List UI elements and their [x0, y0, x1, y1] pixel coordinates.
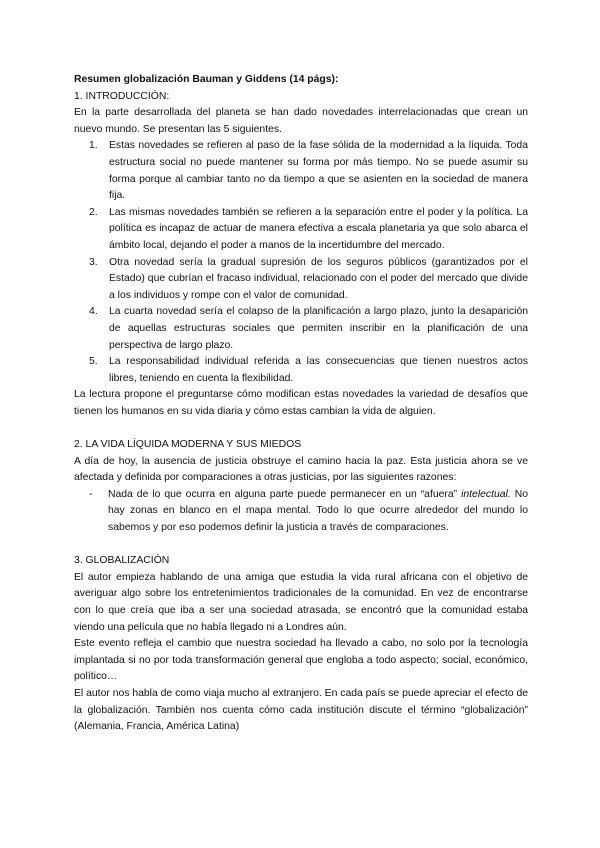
- section-spacer: [74, 537, 528, 554]
- section-closing-paragraph: La lectura propone el preguntarse cómo modifican estas novedades la variedad de desafíos que tienen los humanos en su vida diaria y cómo estas cambian la vida de alguien.: [74, 389, 528, 417]
- list-item-number: 5.: [89, 356, 98, 368]
- body-paragraph: El autor empieza hablando de una amiga que estudia la vida rural africana con el objetivo de averiguar algo sobre los entretenimientos tradicionales de la comunidad. En vez de encontrarse con lo que creía que iba a ser una sociedad atrasada, se encontró que la comunidad estaba viendo una película que no había llegado ni a Londres aún.: [74, 571, 528, 633]
- list-item-text: Las mismas novedades también se refieren a la separación entre el poder y la política. La política es incapaz de actuar de manera efectiva a escala planetaria ya que solo abarca el ámbito local, dejando el poder a manos de la incertidumbre del mercado.: [109, 206, 528, 251]
- section-intro-paragraph: A día de hoy, la ausencia de justicia obstruye el camino hacia la paz. Esta justicia ahora se ve afectada y definida por comparaciones a otras justicias, por las siguientes razones:: [74, 455, 528, 484]
- body-paragraph: El autor nos habla de como viaja mucho al extranjero. En cada país se puede apreciar el efecto de la globalización. También nos cuenta cómo cada institución discute el término “globalización” (Alemania, Francia, América Latina): [74, 687, 529, 733]
- list-item-text: La responsabilidad individual referida a las consecuencias que tienen nuestros actos libres, teniendo en cuenta la flexibilidad.: [109, 356, 528, 384]
- list-item: [89, 354, 528, 387]
- bullet-text-before: Nada de lo que ocurra en alguna parte puede permanecer en un “afuera”: [108, 488, 462, 500]
- bullet-text-after: No hay zonas en blanco en el mapa mental. Todo lo que ocurre alrededor del mundo lo sabemos y por eso podemos definir la justicia a través de comparaciones.: [108, 488, 528, 534]
- list-item: [89, 138, 528, 204]
- list-item-number: 4.: [89, 306, 98, 318]
- list-item-number: 1.: [89, 140, 98, 152]
- list-item-text: Otra novedad sería la gradual supresión de los seguros públicos (garantizados por el Estado) que cubrían el fracaso individual, relacionado con el poder del mercado que divide a los individuos y rompe con el valor de comunidad.: [109, 256, 528, 301]
- section-intro-paragraph: En la parte desarrollada del planeta se han dado novedades interrelacionadas que crean un nuevo mundo. Se presentan las 5 siguientes.: [74, 107, 528, 135]
- section-heading-vida-liquida: 2. LA VIDA LÍQUIDA MODERNA Y SUS MIEDOS: [74, 439, 302, 451]
- document-page: [74, 72, 528, 736]
- list-item: [89, 304, 528, 354]
- section-heading-globalizacion: 3. GLOBALIZACIÓN: [74, 555, 170, 567]
- list-item-text: La cuarta novedad sería el colapso de la planificación a largo plazo, junto la desaparición de aquellas estructuras sociales que permiten inscribir en la planificación de una perspectiva de largo plazo.: [109, 306, 528, 351]
- section-spacer: [74, 420, 528, 437]
- list-item: [89, 255, 528, 305]
- body-paragraph: Este evento refleja el cambio que nuestra sociedad ha llevado a cabo, no solo por la tecnología implantada si no por toda transformación general que engloba a todo aspecto; social, económico, político…: [74, 638, 528, 683]
- list-item-number: 2.: [89, 206, 98, 218]
- novedades-list: [74, 138, 528, 387]
- bullet-text-emphasis: intelectual.: [461, 488, 511, 500]
- section-heading-introduccion: 1. INTRODUCCIÓN:: [74, 90, 170, 102]
- dash-bullet: -: [89, 488, 93, 500]
- list-item-number: 3.: [89, 256, 98, 268]
- razones-list: [74, 487, 528, 537]
- list-item: [89, 487, 528, 537]
- list-item: [89, 205, 528, 255]
- document-title: Resumen globalización Bauman y Giddens (14 págs):: [74, 74, 339, 85]
- list-item-text: Estas novedades se refieren al paso de la fase sólida de la modernidad a la líquida. Toda estructura social no puede mantener su forma por más tiempo. No se puede asumir su forma porque al cambiar tanto no da tiempo a que se asienten en la sociedad de manera fija.: [109, 140, 528, 202]
